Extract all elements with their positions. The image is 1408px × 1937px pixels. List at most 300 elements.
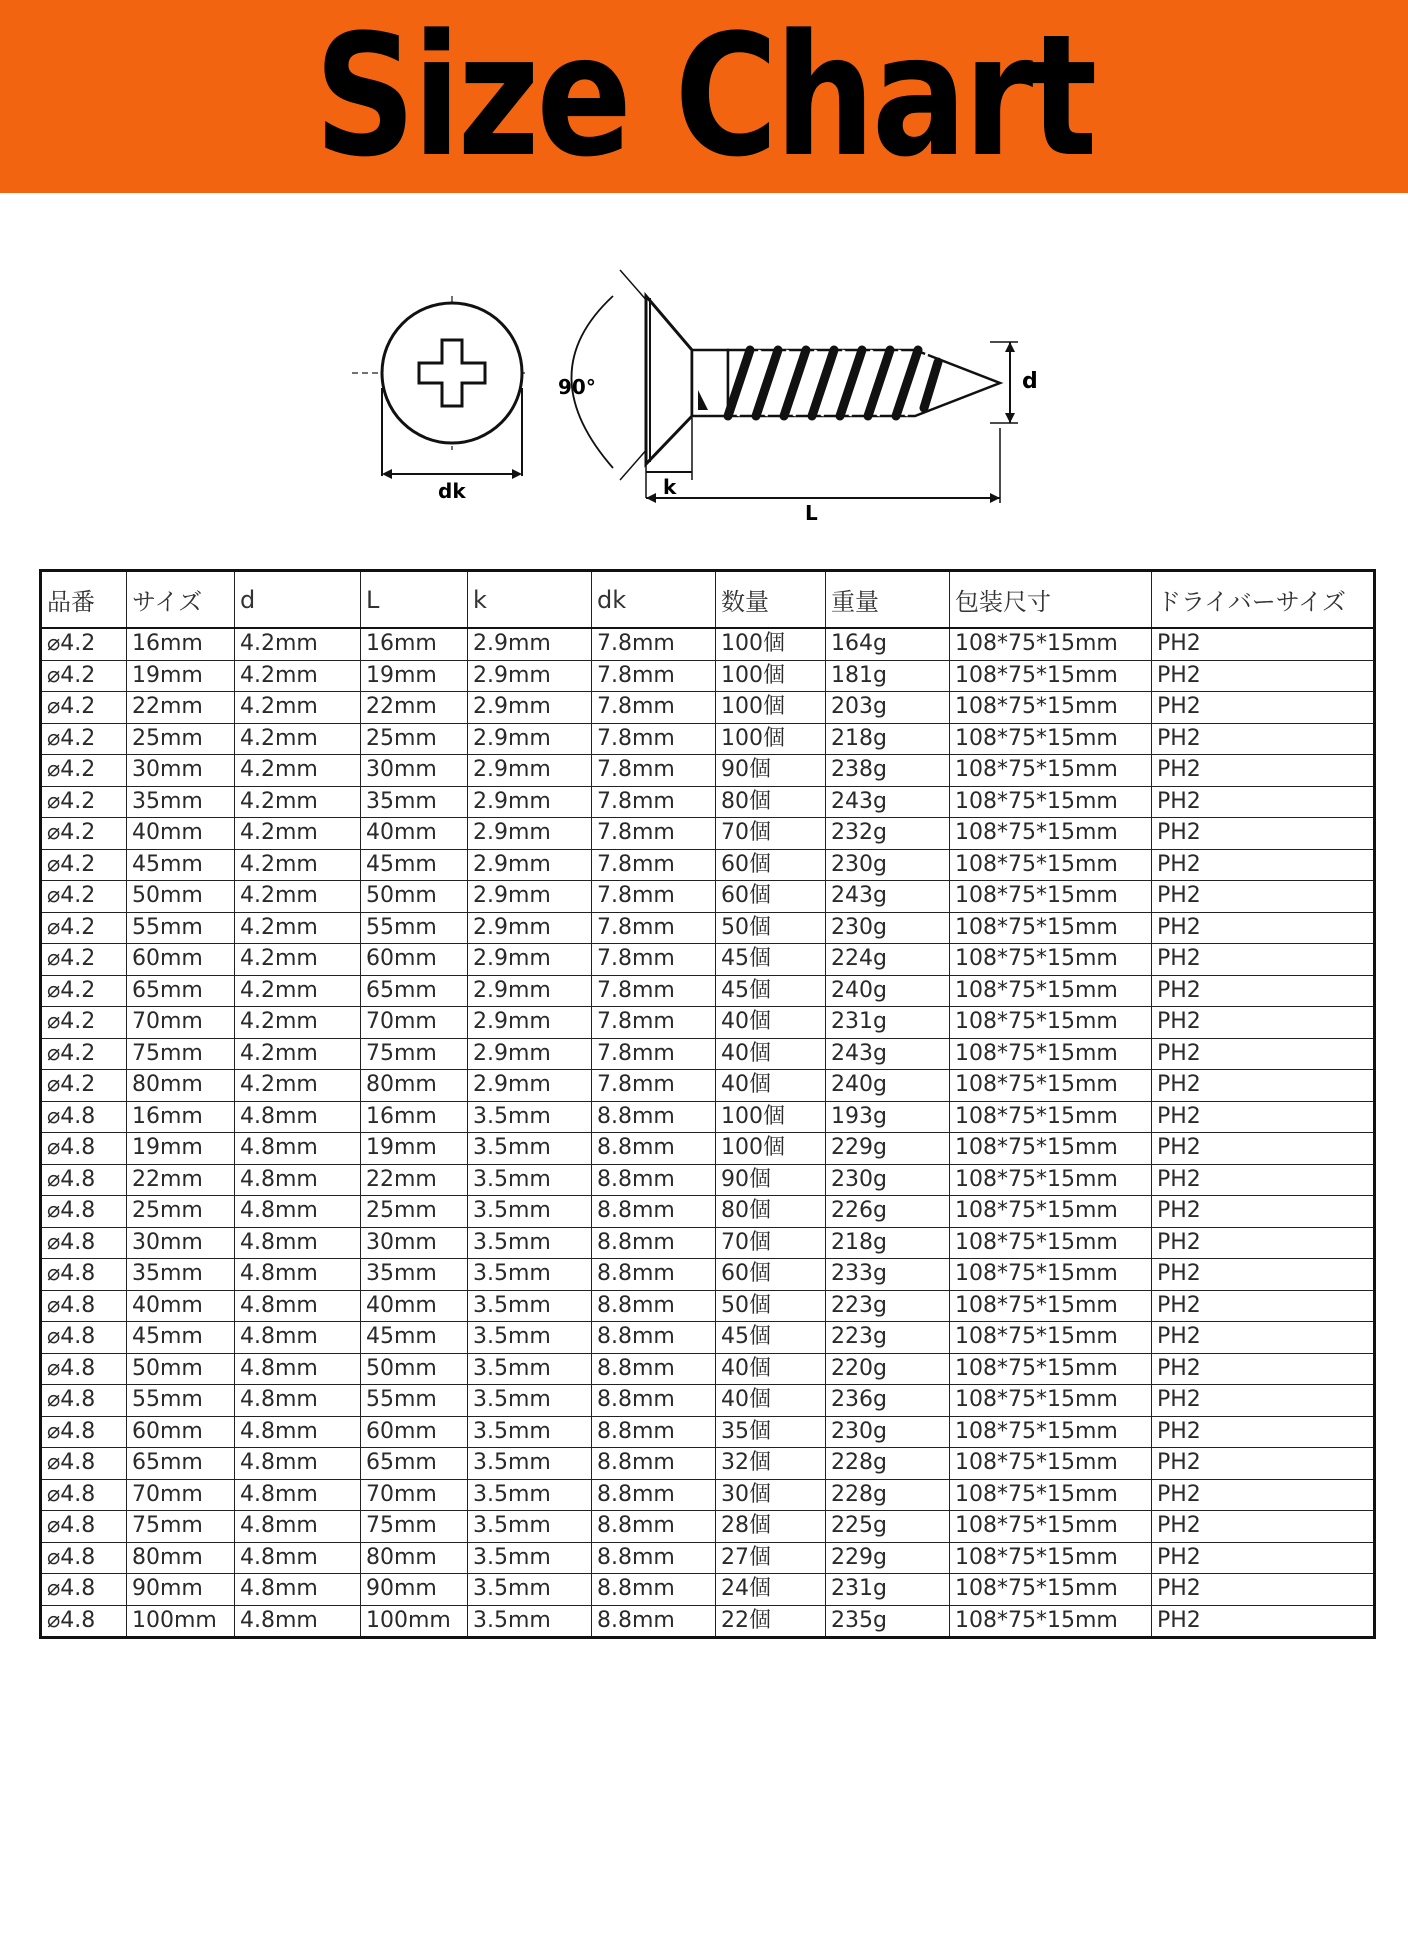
cell-quantity: 45個 [716,975,826,1007]
cell-weight: 236g [826,1385,950,1417]
cell-L: 25mm [361,723,468,755]
cell-part-number: ⌀4.2 [41,786,127,818]
cell-size: 40mm [127,818,235,850]
cell-quantity: 100個 [716,723,826,755]
cell-k: 3.5mm [468,1479,592,1511]
cell-dk: 7.8mm [592,1007,716,1039]
cell-k: 2.9mm [468,723,592,755]
cell-dk: 7.8mm [592,818,716,850]
cell-k: 2.9mm [468,818,592,850]
cell-part-number: ⌀4.8 [41,1542,127,1574]
table-row [41,1227,1375,1259]
cell-part-number: ⌀4.8 [41,1605,127,1638]
cell-weight: 218g [826,723,950,755]
cell-L: 16mm [361,628,468,660]
table-row [41,1259,1375,1291]
cell-k: 3.5mm [468,1574,592,1606]
table-row [41,1322,1375,1354]
cell-weight: 243g [826,786,950,818]
cell-d: 4.2mm [235,975,361,1007]
cell-package-size: 108*75*15mm [950,1605,1152,1638]
cell-dk: 8.8mm [592,1574,716,1606]
cell-dk: 8.8mm [592,1542,716,1574]
cell-size: 45mm [127,1322,235,1354]
cell-package-size: 108*75*15mm [950,755,1152,787]
cell-package-size: 108*75*15mm [950,1196,1152,1228]
cell-quantity: 28個 [716,1511,826,1543]
cell-package-size: 108*75*15mm [950,1101,1152,1133]
cell-size: 19mm [127,660,235,692]
cell-driver-size: PH2 [1152,660,1375,692]
cell-L: 45mm [361,849,468,881]
cell-size: 75mm [127,1038,235,1070]
cell-L: 25mm [361,1196,468,1228]
table-row [41,692,1375,724]
cell-k: 3.5mm [468,1416,592,1448]
cell-d: 4.8mm [235,1196,361,1228]
cell-weight: 181g [826,660,950,692]
cell-package-size: 108*75*15mm [950,1259,1152,1291]
cell-weight: 230g [826,1164,950,1196]
cell-size: 55mm [127,912,235,944]
header-package-size: 包装尺寸 [950,571,1152,629]
table-row [41,723,1375,755]
cell-driver-size: PH2 [1152,1353,1375,1385]
cell-dk: 7.8mm [592,660,716,692]
cell-driver-size: PH2 [1152,786,1375,818]
cell-weight: 233g [826,1259,950,1291]
cell-size: 16mm [127,1101,235,1133]
cell-package-size: 108*75*15mm [950,1007,1152,1039]
cell-part-number: ⌀4.2 [41,628,127,660]
cell-part-number: ⌀4.2 [41,723,127,755]
cell-d: 4.2mm [235,1070,361,1102]
cell-driver-size: PH2 [1152,1290,1375,1322]
cell-part-number: ⌀4.8 [41,1164,127,1196]
cell-dk: 7.8mm [592,975,716,1007]
cell-L: 50mm [361,1353,468,1385]
cell-part-number: ⌀4.8 [41,1101,127,1133]
cell-k: 3.5mm [468,1605,592,1638]
cell-weight: 218g [826,1227,950,1259]
cell-dk: 8.8mm [592,1605,716,1638]
table-row [41,818,1375,850]
cell-weight: 224g [826,944,950,976]
cell-L: 60mm [361,944,468,976]
cell-quantity: 80個 [716,786,826,818]
table-row [41,1290,1375,1322]
header-weight: 重量 [826,571,950,629]
cell-driver-size: PH2 [1152,944,1375,976]
cell-d: 4.8mm [235,1322,361,1354]
cell-L: 22mm [361,692,468,724]
cell-k: 2.9mm [468,944,592,976]
cell-driver-size: PH2 [1152,975,1375,1007]
cell-driver-size: PH2 [1152,1479,1375,1511]
cell-L: 70mm [361,1479,468,1511]
cell-L: 80mm [361,1070,468,1102]
cell-L: 40mm [361,1290,468,1322]
cell-L: 90mm [361,1574,468,1606]
cell-L: 19mm [361,1133,468,1165]
table-row [41,1164,1375,1196]
cell-quantity: 100個 [716,1133,826,1165]
cell-weight: 230g [826,1416,950,1448]
cell-part-number: ⌀4.2 [41,849,127,881]
cell-part-number: ⌀4.8 [41,1353,127,1385]
cell-d: 4.8mm [235,1542,361,1574]
cell-driver-size: PH2 [1152,1007,1375,1039]
cell-weight: 229g [826,1133,950,1165]
table-row [41,1479,1375,1511]
cell-dk: 7.8mm [592,881,716,913]
cell-L: 45mm [361,1322,468,1354]
cell-k: 2.9mm [468,912,592,944]
cell-driver-size: PH2 [1152,692,1375,724]
cell-driver-size: PH2 [1152,849,1375,881]
cell-L: 65mm [361,975,468,1007]
cell-package-size: 108*75*15mm [950,1574,1152,1606]
cell-dk: 8.8mm [592,1385,716,1417]
cell-part-number: ⌀4.8 [41,1511,127,1543]
table-row [41,975,1375,1007]
cell-package-size: 108*75*15mm [950,881,1152,913]
table-row [41,881,1375,913]
cell-dk: 8.8mm [592,1101,716,1133]
L-label: L [805,501,818,525]
cell-weight: 243g [826,1038,950,1070]
cell-quantity: 40個 [716,1070,826,1102]
cell-k: 2.9mm [468,1070,592,1102]
cell-k: 2.9mm [468,755,592,787]
cell-dk: 8.8mm [592,1164,716,1196]
cell-weight: 193g [826,1101,950,1133]
cell-quantity: 40個 [716,1038,826,1070]
table-row [41,786,1375,818]
screw-diagram-svg [350,258,1050,528]
cell-size: 75mm [127,1511,235,1543]
cell-driver-size: PH2 [1152,755,1375,787]
cell-part-number: ⌀4.8 [41,1227,127,1259]
cell-dk: 8.8mm [592,1416,716,1448]
cell-quantity: 90個 [716,755,826,787]
table-row [41,660,1375,692]
cell-L: 40mm [361,818,468,850]
cell-part-number: ⌀4.2 [41,1007,127,1039]
cell-L: 70mm [361,1007,468,1039]
cell-weight: 228g [826,1479,950,1511]
cell-dk: 8.8mm [592,1196,716,1228]
cell-driver-size: PH2 [1152,1416,1375,1448]
table-row [41,628,1375,660]
cell-size: 65mm [127,975,235,1007]
cell-package-size: 108*75*15mm [950,1070,1152,1102]
cell-quantity: 40個 [716,1353,826,1385]
cell-quantity: 50個 [716,912,826,944]
cell-k: 3.5mm [468,1227,592,1259]
cell-driver-size: PH2 [1152,881,1375,913]
cell-size: 35mm [127,786,235,818]
cell-d: 4.2mm [235,912,361,944]
title-banner [0,0,1408,193]
cell-part-number: ⌀4.8 [41,1196,127,1228]
cell-size: 25mm [127,1196,235,1228]
table-row [41,1605,1375,1638]
cell-k: 3.5mm [468,1385,592,1417]
cell-weight: 164g [826,628,950,660]
cell-part-number: ⌀4.8 [41,1322,127,1354]
cell-package-size: 108*75*15mm [950,944,1152,976]
cell-driver-size: PH2 [1152,628,1375,660]
cell-package-size: 108*75*15mm [950,1353,1152,1385]
cell-quantity: 50個 [716,1290,826,1322]
table-row [41,1574,1375,1606]
cell-driver-size: PH2 [1152,1385,1375,1417]
table-row [41,1101,1375,1133]
cell-quantity: 30個 [716,1479,826,1511]
cell-dk: 8.8mm [592,1259,716,1291]
cell-dk: 8.8mm [592,1353,716,1385]
cell-dk: 8.8mm [592,1322,716,1354]
cell-d: 4.8mm [235,1227,361,1259]
cell-quantity: 60個 [716,849,826,881]
cell-size: 70mm [127,1479,235,1511]
cell-k: 3.5mm [468,1196,592,1228]
cell-weight: 225g [826,1511,950,1543]
cell-weight: 231g [826,1574,950,1606]
cell-package-size: 108*75*15mm [950,1322,1152,1354]
cell-weight: 230g [826,912,950,944]
cell-size: 50mm [127,1353,235,1385]
k-label: k [663,475,677,499]
cell-package-size: 108*75*15mm [950,849,1152,881]
table-body [41,628,1375,1638]
cell-package-size: 108*75*15mm [950,692,1152,724]
cell-k: 3.5mm [468,1448,592,1480]
cell-quantity: 22個 [716,1605,826,1638]
cell-quantity: 32個 [716,1448,826,1480]
cell-package-size: 108*75*15mm [950,975,1152,1007]
cell-size: 70mm [127,1007,235,1039]
cell-package-size: 108*75*15mm [950,1542,1152,1574]
cell-k: 3.5mm [468,1259,592,1291]
cell-k: 2.9mm [468,881,592,913]
cell-package-size: 108*75*15mm [950,786,1152,818]
cell-dk: 7.8mm [592,692,716,724]
header-driver-size: ドライバーサイズ [1152,571,1375,629]
cell-driver-size: PH2 [1152,1038,1375,1070]
cell-part-number: ⌀4.8 [41,1133,127,1165]
angle-label: 90° [558,375,596,399]
cell-driver-size: PH2 [1152,1101,1375,1133]
cell-weight: 226g [826,1196,950,1228]
cell-driver-size: PH2 [1152,1511,1375,1543]
cell-L: 80mm [361,1542,468,1574]
header-part-number: 品番 [41,571,127,629]
cell-k: 2.9mm [468,692,592,724]
cell-L: 75mm [361,1511,468,1543]
cell-package-size: 108*75*15mm [950,660,1152,692]
size-table [39,569,1376,1639]
cell-k: 3.5mm [468,1322,592,1354]
header-quantity: 数量 [716,571,826,629]
cell-driver-size: PH2 [1152,818,1375,850]
table-row [41,944,1375,976]
cell-k: 2.9mm [468,786,592,818]
cell-quantity: 100個 [716,628,826,660]
cell-d: 4.8mm [235,1259,361,1291]
cell-weight: 228g [826,1448,950,1480]
cell-weight: 232g [826,818,950,850]
cell-package-size: 108*75*15mm [950,1416,1152,1448]
cell-driver-size: PH2 [1152,1322,1375,1354]
cell-part-number: ⌀4.2 [41,912,127,944]
cell-k: 2.9mm [468,849,592,881]
cell-package-size: 108*75*15mm [950,1448,1152,1480]
table-header-row [41,571,1375,629]
cell-driver-size: PH2 [1152,1133,1375,1165]
cell-d: 4.8mm [235,1353,361,1385]
cell-d: 4.8mm [235,1416,361,1448]
cell-size: 22mm [127,692,235,724]
cell-size: 60mm [127,1416,235,1448]
cell-quantity: 40個 [716,1385,826,1417]
cell-dk: 8.8mm [592,1511,716,1543]
header-size: サイズ [127,571,235,629]
screw-head-top-view [352,296,525,503]
cell-weight: 230g [826,849,950,881]
cell-k: 3.5mm [468,1511,592,1543]
table-row [41,849,1375,881]
cell-part-number: ⌀4.8 [41,1574,127,1606]
table-row [41,1385,1375,1417]
cell-k: 2.9mm [468,975,592,1007]
cell-L: 30mm [361,755,468,787]
cell-package-size: 108*75*15mm [950,723,1152,755]
cell-size: 60mm [127,944,235,976]
cell-d: 4.2mm [235,1038,361,1070]
cell-part-number: ⌀4.8 [41,1479,127,1511]
cell-weight: 231g [826,1007,950,1039]
cell-quantity: 100個 [716,692,826,724]
screw-diagram [350,258,1050,528]
cell-part-number: ⌀4.2 [41,1038,127,1070]
table-row [41,755,1375,787]
table-row [41,1007,1375,1039]
cell-weight: 220g [826,1353,950,1385]
cell-dk: 7.8mm [592,628,716,660]
cell-L: 75mm [361,1038,468,1070]
cell-size: 16mm [127,628,235,660]
cell-L: 35mm [361,1259,468,1291]
cell-size: 45mm [127,849,235,881]
cell-d: 4.8mm [235,1574,361,1606]
table-row [41,1511,1375,1543]
cell-d: 4.8mm [235,1133,361,1165]
cell-quantity: 100個 [716,660,826,692]
table-row [41,912,1375,944]
cell-k: 2.9mm [468,660,592,692]
cell-d: 4.2mm [235,1007,361,1039]
table-row [41,1196,1375,1228]
cell-L: 60mm [361,1416,468,1448]
cell-d: 4.2mm [235,660,361,692]
cell-d: 4.8mm [235,1448,361,1480]
cell-size: 80mm [127,1070,235,1102]
cell-package-size: 108*75*15mm [950,818,1152,850]
cell-d: 4.2mm [235,755,361,787]
cell-dk: 8.8mm [592,1227,716,1259]
table-row [41,1070,1375,1102]
cell-part-number: ⌀4.2 [41,975,127,1007]
cell-size: 35mm [127,1259,235,1291]
cell-dk: 7.8mm [592,786,716,818]
cell-size: 100mm [127,1605,235,1638]
cell-k: 3.5mm [468,1133,592,1165]
cell-dk: 8.8mm [592,1479,716,1511]
cell-size: 22mm [127,1164,235,1196]
table-row [41,1416,1375,1448]
cell-part-number: ⌀4.2 [41,944,127,976]
cell-dk: 7.8mm [592,849,716,881]
cell-d: 4.2mm [235,818,361,850]
cell-dk: 7.8mm [592,944,716,976]
cell-part-number: ⌀4.2 [41,1070,127,1102]
cell-driver-size: PH2 [1152,1196,1375,1228]
cell-size: 50mm [127,881,235,913]
cell-package-size: 108*75*15mm [950,1164,1152,1196]
header-L: L [361,571,468,629]
cell-part-number: ⌀4.2 [41,692,127,724]
cell-k: 3.5mm [468,1353,592,1385]
cell-weight: 240g [826,975,950,1007]
cell-d: 4.8mm [235,1605,361,1638]
cell-k: 2.9mm [468,628,592,660]
cell-driver-size: PH2 [1152,1227,1375,1259]
cell-part-number: ⌀4.8 [41,1259,127,1291]
cell-d: 4.8mm [235,1385,361,1417]
cell-d: 4.2mm [235,849,361,881]
cell-quantity: 90個 [716,1164,826,1196]
cell-package-size: 108*75*15mm [950,1038,1152,1070]
cell-driver-size: PH2 [1152,1448,1375,1480]
header-k: k [468,571,592,629]
screw-side-view [558,270,1038,525]
table-row [41,1542,1375,1574]
cell-d: 4.2mm [235,628,361,660]
cell-quantity: 60個 [716,881,826,913]
cell-d: 4.2mm [235,881,361,913]
cell-quantity: 80個 [716,1196,826,1228]
cell-L: 65mm [361,1448,468,1480]
cell-weight: 238g [826,755,950,787]
cell-size: 55mm [127,1385,235,1417]
cell-quantity: 100個 [716,1101,826,1133]
cell-weight: 223g [826,1290,950,1322]
cell-quantity: 60個 [716,1259,826,1291]
cell-driver-size: PH2 [1152,1605,1375,1638]
header-dk: dk [592,571,716,629]
cell-L: 50mm [361,881,468,913]
cell-package-size: 108*75*15mm [950,1133,1152,1165]
cell-k: 3.5mm [468,1290,592,1322]
cell-L: 100mm [361,1605,468,1638]
cell-d: 4.8mm [235,1290,361,1322]
cell-d: 4.8mm [235,1511,361,1543]
cell-dk: 8.8mm [592,1290,716,1322]
cell-driver-size: PH2 [1152,1574,1375,1606]
cell-quantity: 45個 [716,1322,826,1354]
